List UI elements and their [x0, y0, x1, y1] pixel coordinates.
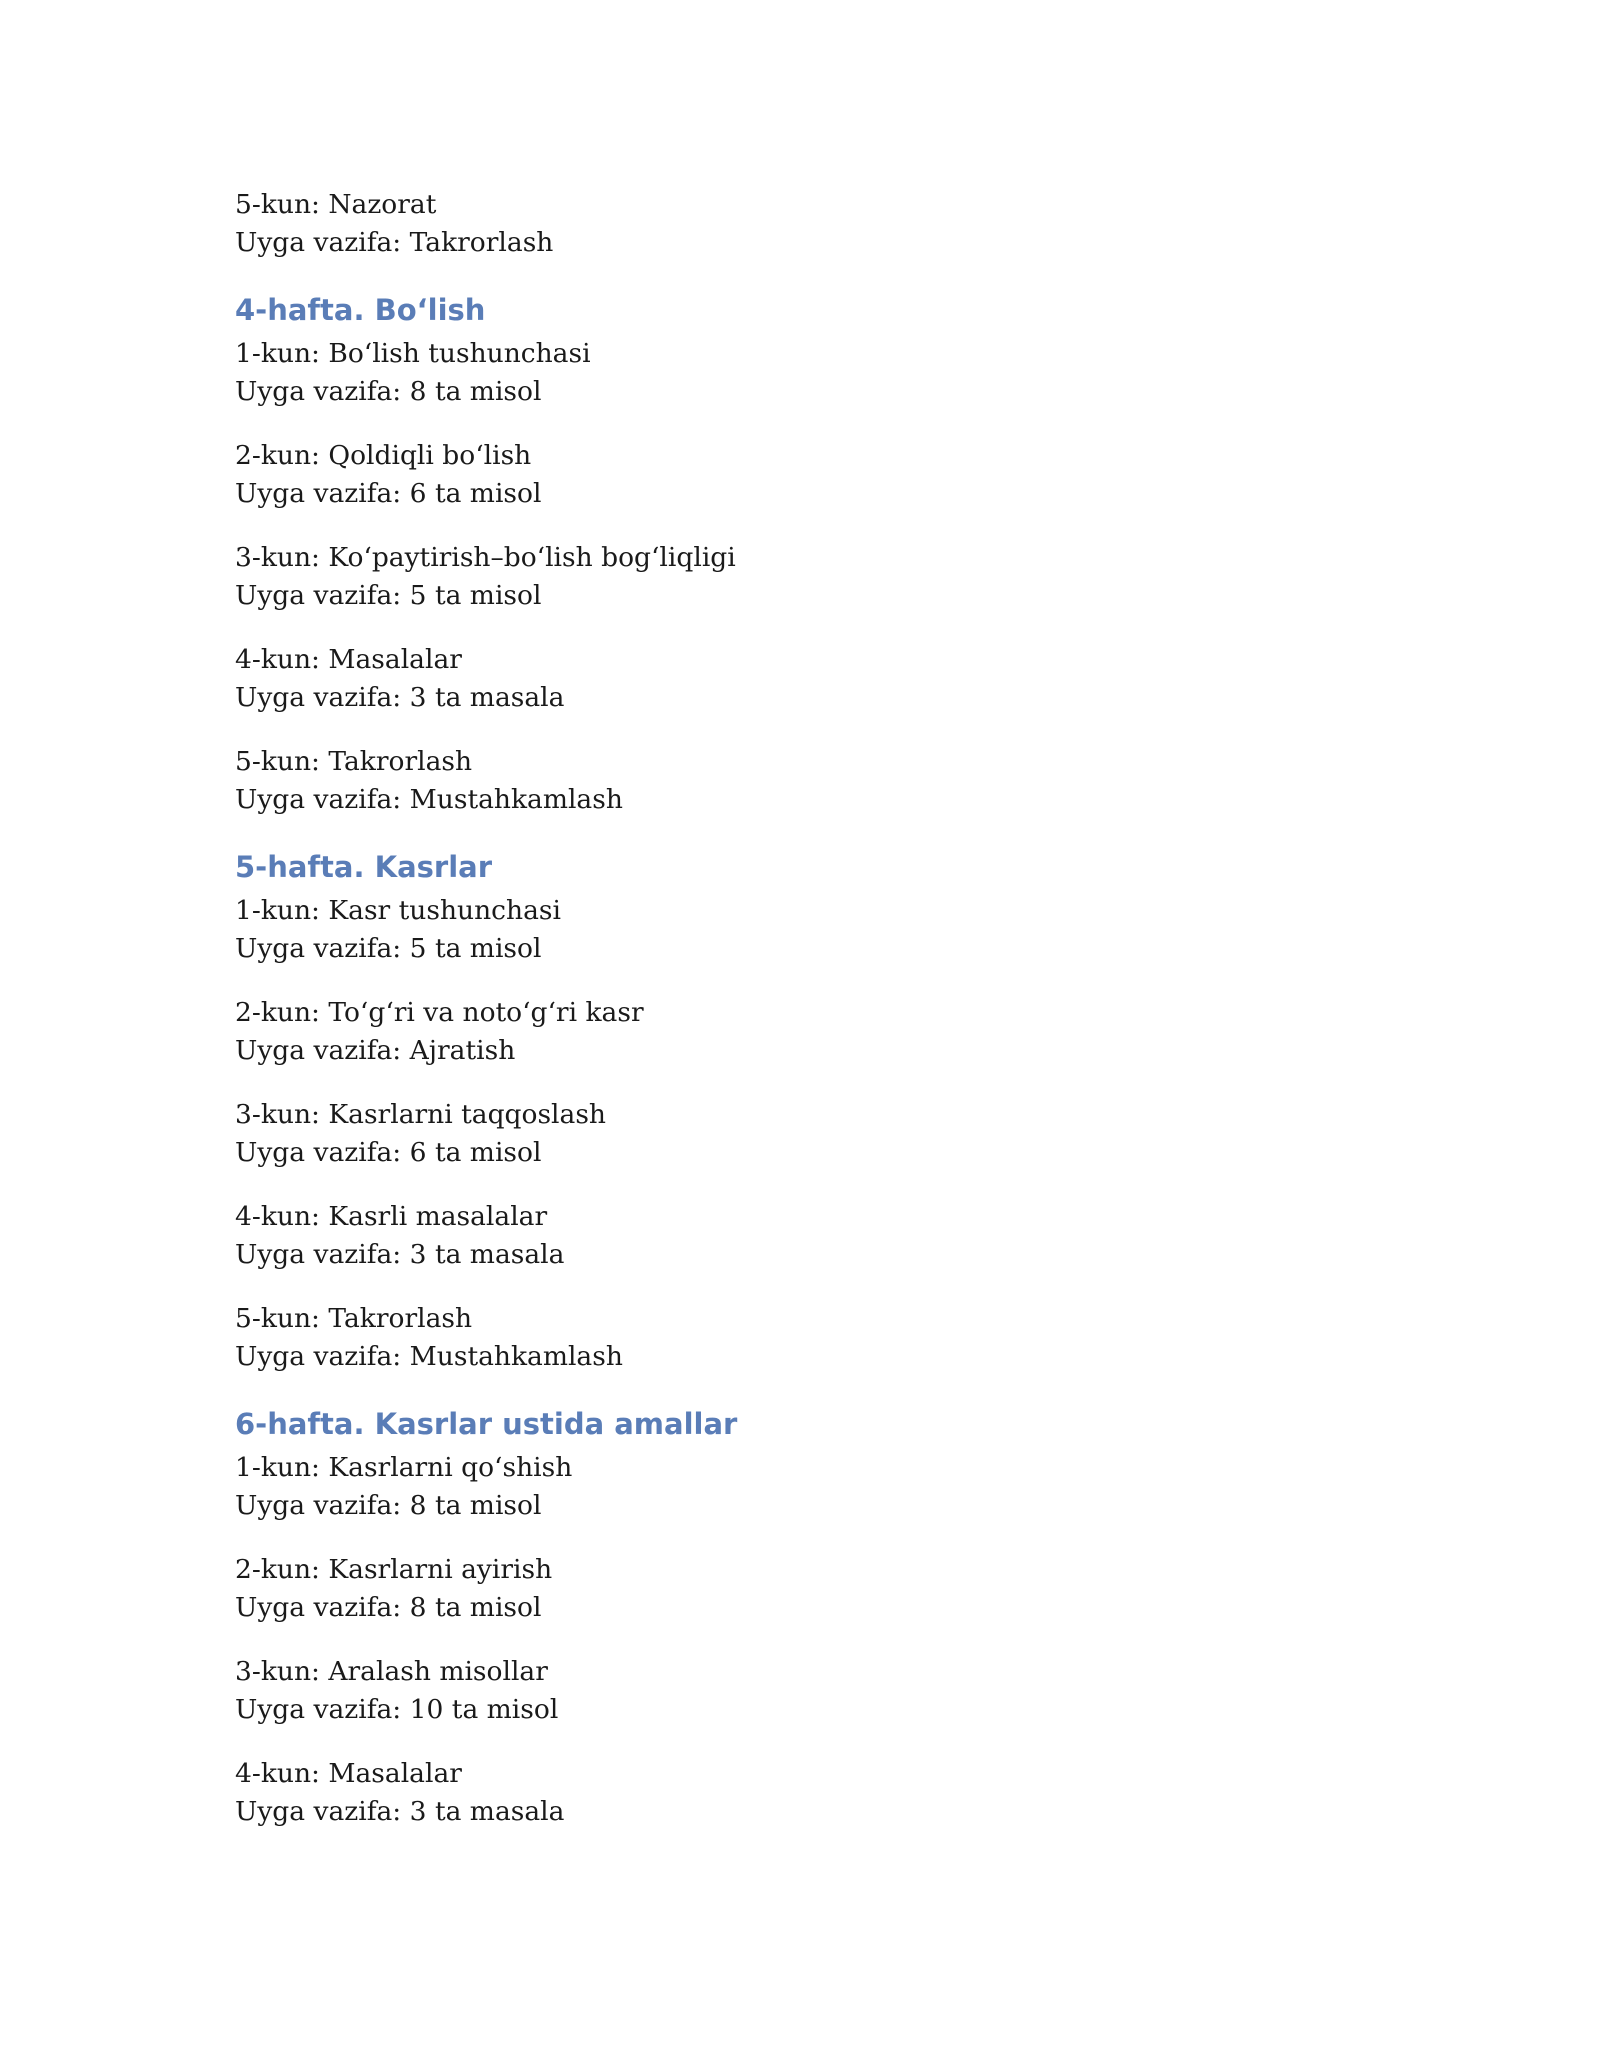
week-section-6: [235, 1404, 1365, 1831]
lesson-homework: Uyga vazifa: 10 ta misol: [235, 1694, 559, 1725]
lesson-homework: Uyga vazifa: Mustahkamlash: [235, 1341, 623, 1372]
lesson-day: 5-kun: Takrorlash: [235, 1303, 473, 1334]
lesson-homework: Uyga vazifa: 3 ta masala: [235, 1796, 565, 1827]
lesson-day: 1-kun: Kasr tushunchasi: [235, 895, 561, 926]
week-heading: 6-hafta. Kasrlar ustida amallar: [235, 1407, 738, 1441]
lesson-item: [235, 1096, 1365, 1172]
lesson-item: [235, 1198, 1365, 1274]
lesson-day: 2-kun: Qoldiqli bo‘lish: [235, 440, 532, 471]
lesson-day: 3-kun: Ko‘paytirish–bo‘lish bog‘liqligi: [235, 542, 736, 573]
lesson-day: 3-kun: Kasrlarni taqqoslash: [235, 1099, 606, 1130]
lesson-homework: Uyga vazifa: 5 ta misol: [235, 933, 542, 964]
lesson-homework: Uyga vazifa: Ajratish: [235, 1035, 516, 1066]
lesson-day: 5-kun: Takrorlash: [235, 746, 473, 777]
lesson-item: [235, 437, 1365, 513]
lesson-item: [235, 539, 1365, 615]
lesson-item: [235, 186, 1365, 262]
lesson-item: [235, 1551, 1365, 1627]
lesson-day: 5-kun: Nazorat: [235, 189, 437, 220]
lesson-homework: Uyga vazifa: 8 ta misol: [235, 1490, 542, 1521]
week-heading: 4-hafta. Bo‘lish: [235, 293, 486, 327]
lesson-homework: Uyga vazifa: Takrorlash: [235, 227, 554, 258]
intro-lessons: [235, 186, 1365, 262]
lesson-day: 4-kun: Masalalar: [235, 644, 462, 675]
lesson-item: [235, 1300, 1365, 1376]
week-section-4: [235, 290, 1365, 819]
lesson-homework: Uyga vazifa: 8 ta misol: [235, 1592, 542, 1623]
lesson-item: [235, 641, 1365, 717]
lesson-homework: Uyga vazifa: 3 ta masala: [235, 682, 565, 713]
week-lessons: [235, 892, 1365, 1376]
lesson-homework: Uyga vazifa: 6 ta misol: [235, 1137, 542, 1168]
week-lessons: [235, 1449, 1365, 1831]
week-section-5: [235, 847, 1365, 1376]
lesson-day: 2-kun: To‘g‘ri va noto‘g‘ri kasr: [235, 997, 644, 1028]
lesson-item: [235, 1755, 1365, 1831]
lesson-day: 1-kun: Kasrlarni qo‘shish: [235, 1452, 573, 1483]
week-lessons: [235, 335, 1365, 819]
lesson-day: 2-kun: Kasrlarni ayirish: [235, 1554, 553, 1585]
lesson-item: [235, 892, 1365, 968]
lesson-homework: Uyga vazifa: 8 ta misol: [235, 376, 542, 407]
lesson-homework: Uyga vazifa: 5 ta misol: [235, 580, 542, 611]
lesson-day: 4-kun: Masalalar: [235, 1758, 462, 1789]
lesson-item: [235, 743, 1365, 819]
lesson-homework: Uyga vazifa: Mustahkamlash: [235, 784, 623, 815]
lesson-homework: Uyga vazifa: 3 ta masala: [235, 1239, 565, 1270]
lesson-day: 3-kun: Aralash misollar: [235, 1656, 548, 1687]
week-heading: 5-hafta. Kasrlar: [235, 850, 493, 884]
document-content: [235, 186, 1365, 1831]
lesson-homework: Uyga vazifa: 6 ta misol: [235, 478, 542, 509]
lesson-item: [235, 994, 1365, 1070]
lesson-item: [235, 1449, 1365, 1525]
lesson-day: 1-kun: Bo‘lish tushunchasi: [235, 338, 591, 369]
lesson-day: 4-kun: Kasrli masalalar: [235, 1201, 548, 1232]
lesson-item: [235, 335, 1365, 411]
lesson-item: [235, 1653, 1365, 1729]
